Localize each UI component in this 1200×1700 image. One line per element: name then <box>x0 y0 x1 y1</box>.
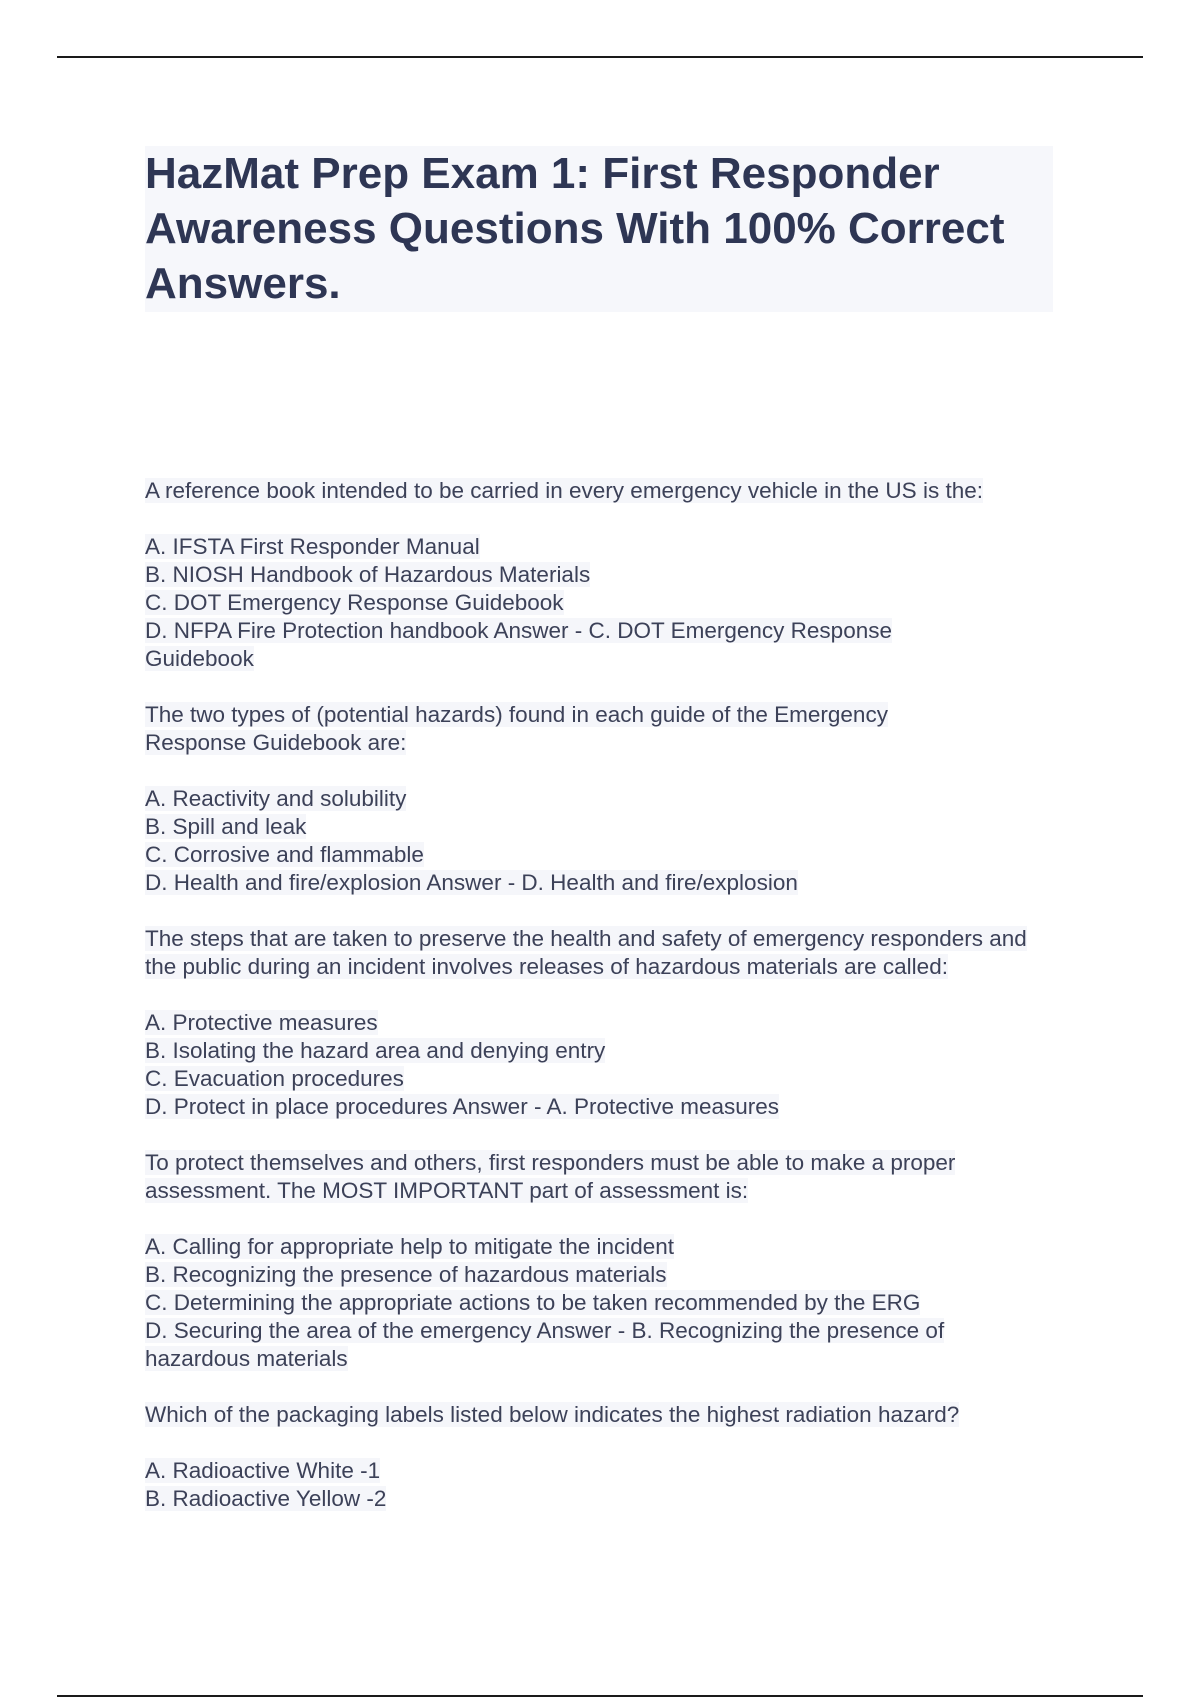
question-list <box>145 477 1065 1541</box>
question-text: Which of the packaging labels listed below indicates the highest radiation hazard? <box>145 1402 960 1427</box>
options-list <box>145 533 1065 673</box>
question-item <box>145 1149 1065 1373</box>
bottom-rule <box>57 1695 1143 1697</box>
option-answer-text: D. Securing the area of the emergency Answer - B. Recognizing the presence of hazardous materials <box>145 1318 945 1371</box>
option-text: C. Evacuation procedures <box>145 1066 404 1091</box>
options-list <box>145 1009 1065 1121</box>
question-text: The two types of (potential hazards) found in each guide of the Emergency Response Guidebook are: <box>145 702 888 755</box>
option-text: A. Protective measures <box>145 1010 378 1035</box>
option-text: C. DOT Emergency Response Guidebook <box>145 590 564 615</box>
option-text: B. Spill and leak <box>145 814 307 839</box>
option-text: A. Calling for appropriate help to mitigate the incident <box>145 1234 675 1259</box>
option-text: A. Reactivity and solubility <box>145 786 407 811</box>
question-item <box>145 925 1065 1121</box>
option-text: B. NIOSH Handbook of Hazardous Materials <box>145 562 591 587</box>
options-list <box>145 1457 1065 1513</box>
document-title: HazMat Prep Exam 1: First Responder Awareness Questions With 100% Correct Answers. <box>145 149 1005 308</box>
options-list <box>145 785 1065 897</box>
question-item <box>145 477 1065 673</box>
top-rule <box>57 56 1143 58</box>
option-text: B. Isolating the hazard area and denying entry <box>145 1038 606 1063</box>
question-text: To protect themselves and others, first responders must be able to make a proper assessment. The MOST IMPORTANT part of assessment is: <box>145 1150 956 1203</box>
option-answer-text: D. NFPA Fire Protection handbook Answer - C. DOT Emergency Response Guidebook <box>145 618 892 671</box>
option-text: C. Determining the appropriate actions to be taken recommended by the ERG <box>145 1290 921 1315</box>
option-answer-text: D. Health and fire/explosion Answer - D. Health and fire/explosion <box>145 870 798 895</box>
question-item <box>145 701 1065 897</box>
question-item <box>145 1401 1065 1513</box>
question-text: A reference book intended to be carried in every emergency vehicle in the US is the: <box>145 478 983 503</box>
option-text: B. Radioactive Yellow -2 <box>145 1486 387 1511</box>
option-text: B. Recognizing the presence of hazardous materials <box>145 1262 667 1287</box>
option-text: C. Corrosive and flammable <box>145 842 424 867</box>
option-text: A. Radioactive White -1 <box>145 1458 381 1483</box>
question-text: The steps that are taken to preserve the health and safety of emergency responders and the public during an incident involves releases of hazardous materials are called: <box>145 926 1027 979</box>
option-answer-text: D. Protect in place procedures Answer - A. Protective measures <box>145 1094 780 1119</box>
options-list <box>145 1233 1065 1373</box>
option-text: A. IFSTA First Responder Manual <box>145 534 480 559</box>
